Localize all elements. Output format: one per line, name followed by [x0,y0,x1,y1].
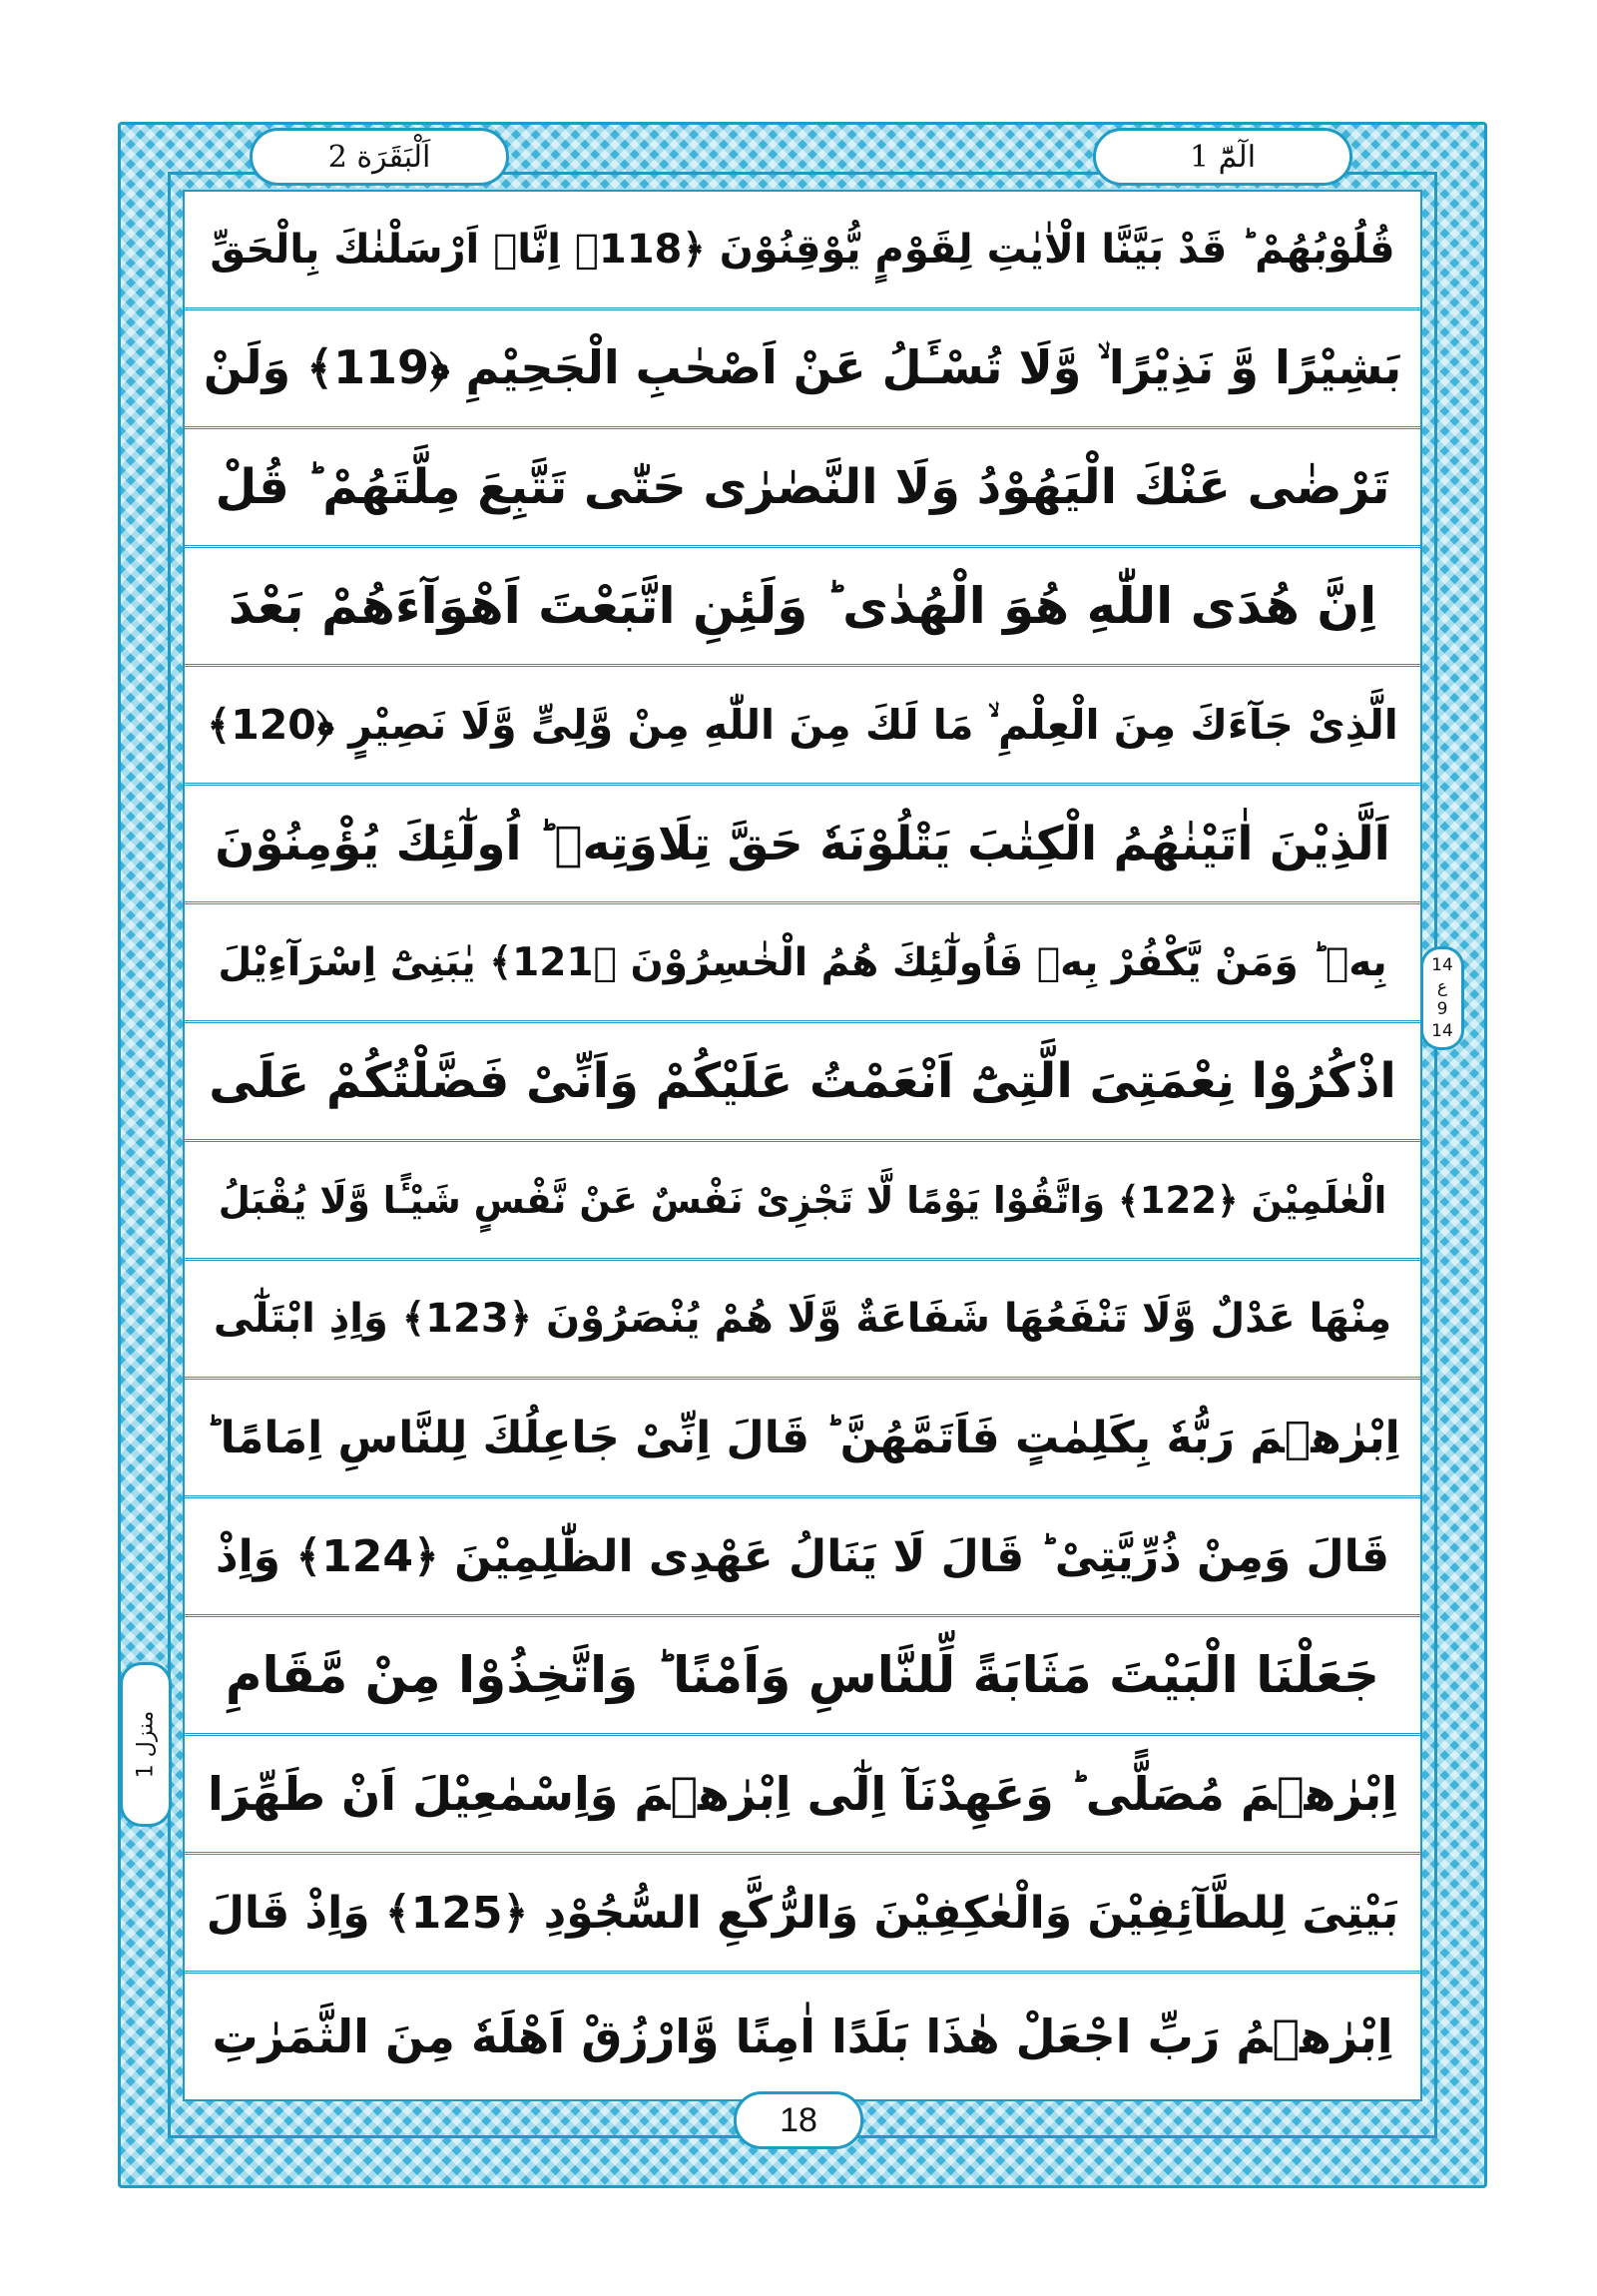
ruku-bottom-number: 14 [1431,1021,1453,1041]
ruku-symbol: ع [1436,977,1448,997]
ruku-marker [1420,946,1464,1050]
line-text: اِبْرٰهٖمَ مُصَلًّى ؕ وَعَهِدْنَآ اِلٰٓى اِبْرٰهٖمَ وَاِسْمٰعِيْلَ اَنْ طَهِّرَا [207,1767,1398,1821]
line-text: الْعٰلَمِيْنَ ﴿122﴾ وَاتَّقُوْا يَوْمًا لَّا تَجْزِىْ نَفْسٌ عَنْ نَّفْسٍ شَيْـًٔا وَّلَا يُقْبَلُ [218,1178,1387,1222]
text-line [185,429,1420,548]
text-line [185,1498,1420,1617]
text-line [185,1380,1420,1498]
text-line [185,192,1420,310]
manzil-label: منزل 1 [133,1710,159,1779]
manzil-marker [120,1662,172,1827]
quran-text-panel [183,190,1422,2101]
line-text: تَرْضٰى عَنْكَ الْيَهُوْدُ وَلَا النَّصٰرٰى حَتّٰى تَتَّبِعَ مِلَّتَهُمْ ؕ قُلْ [215,459,1390,515]
ruku-middle-number: 9 [1436,999,1448,1019]
line-text: بَشِيْرًا وَّ نَذِيْرًا ۙ وَّلَا تُسْـَٔلُ عَنْ اَصْحٰبِ الْجَحِيْمِ ﴿119﴾ وَلَنْ [203,340,1402,394]
para-name-header: الٓمّٓ 1 [1093,128,1352,186]
text-line [185,310,1420,429]
text-line [185,1974,1420,2099]
line-text: اذْكُرُوْا نِعْمَتِىَ الَّتِىْٓ اَنْعَمْتُ عَلَيْكُمْ وَاَنِّىْ فَضَّلْتُكُمْ عَلَى [209,1053,1396,1109]
line-text: الَّذِىْ جَآءَكَ مِنَ الْعِلْمِ ۙ مَا لَكَ مِنَ اللّٰهِ مِنْ وَّلِىٍّ وَّلَا نَصِيْرٍ ﴿120﴾ [207,700,1398,749]
line-text: بِهٖ ؕ وَمَنْ يَّكْفُرْ بِهٖ فَاُولٰٓئِكَ هُمُ الْخٰسِرُوْنَ ﴿121﴾ يٰبَنِىْٓ اِسْرَآءِيْلَ [218,939,1387,985]
line-text: اَلَّذِيْنَ اٰتَيْنٰهُمُ الْكِتٰبَ يَتْلُوْنَهٗ حَقَّ تِلَاوَتِهٖ ؕ اُولٰٓئِكَ يُؤْمِنُوْنَ [215,816,1390,871]
text-line [185,1855,1420,1974]
text-line [185,904,1420,1023]
text-line [185,1142,1420,1261]
line-text: قُلُوْبُهُمْ ؕ قَدْ بَيَّنَّا الْاٰيٰتِ لِقَوْمٍ يُّوْقِنُوْنَ ﴿118﴾ اِنَّاۤ اَرْسَلْنٰكَ بِالْحَقِّ [210,227,1395,273]
text-line [185,1736,1420,1855]
text-line [185,667,1420,786]
line-text: بَيْتِىَ لِلطَّآئِفِيْنَ وَالْعٰكِفِيْنَ وَالرُّكَّعِ السُّجُوْدِ ﴿125﴾ وَاِذْ قَالَ [206,1887,1399,1939]
line-text: مِنْهَا عَدْلٌ وَّلَا تَنْفَعُهَا شَفَاعَةٌ وَّلَا هُمْ يُنْصَرُوْنَ ﴿123﴾ وَاِذِ ابْتَلٰٓى [213,1296,1392,1342]
line-text: اِبْرٰهٖمَ رَبُّهٗ بِكَلِمٰتٍ فَاَتَمَّهُنَّ ؕ قَالَ اِنِّىْ جَاعِلُكَ لِلنَّاسِ اِمَامًا ؕ [205,1412,1400,1463]
ruku-top-number: 14 [1431,955,1453,975]
line-text: اِبْرٰهٖمُ رَبِّ اجْعَلْ هٰذَا بَلَدًا اٰمِنًا وَّارْزُقْ اَهْلَهٗ مِنَ الثَّمَرٰتِ [212,2009,1393,2063]
page-number: 18 [734,2091,863,2149]
surah-name-header: اَلْبَقَرَة 2 [250,128,509,186]
text-line [185,1617,1420,1736]
text-line [185,1261,1420,1380]
line-text: قَالَ وَمِنْ ذُرِّيَّتِىْ ؕ قَالَ لَا يَنَالُ عَهْدِى الظّٰلِمِيْنَ ﴿124﴾ وَاِذْ [215,1530,1390,1582]
text-line [185,548,1420,667]
line-text: اِنَّ هُدَى اللّٰهِ هُوَ الْهُدٰى ؕ وَلَئِنِ اتَّبَعْتَ اَهْوَآءَهُمْ بَعْدَ [228,577,1377,635]
line-text: جَعَلْنَا الْبَيْتَ مَثَابَةً لِّلنَّاسِ وَاَمْنًا ؕ وَاتَّخِذُوْا مِنْ مَّقَامِ [225,1646,1380,1704]
text-line [185,786,1420,904]
text-line [185,1023,1420,1142]
